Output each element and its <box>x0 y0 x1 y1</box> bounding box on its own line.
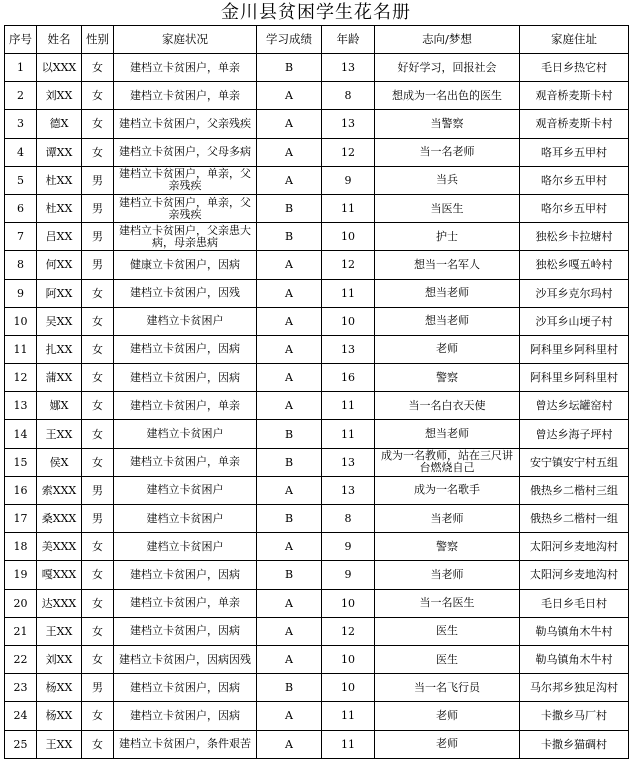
cell-gender: 女 <box>82 279 114 307</box>
cell-aspiration: 老师 <box>375 335 520 363</box>
cell-aspiration: 当一名老师 <box>375 138 520 166</box>
cell-gender: 女 <box>82 561 114 589</box>
cell-index: 4 <box>5 138 37 166</box>
cell-aspiration: 想当老师 <box>375 420 520 448</box>
table-row <box>5 448 629 476</box>
cell-gender: 女 <box>82 533 114 561</box>
cell-family-status: 建档立卡贫困户，父亲患大病，母亲患病 <box>114 223 257 251</box>
cell-grade: B <box>257 420 322 448</box>
cell-name: 谭XX <box>37 138 82 166</box>
cell-name: 扎XX <box>37 335 82 363</box>
cell-grade: B <box>257 194 322 222</box>
cell-family-status: 建档立卡贫困户，因病 <box>114 364 257 392</box>
cell-name: 美XXX <box>37 533 82 561</box>
table-row <box>5 364 629 392</box>
cell-family-status: 健康立卡贫困户，因病 <box>114 251 257 279</box>
cell-name: 王XX <box>37 730 82 758</box>
cell-age: 10 <box>322 307 375 335</box>
cell-index: 22 <box>5 645 37 673</box>
cell-address: 马尔邦乡独足沟村 <box>520 674 629 702</box>
header-family-status: 家庭状况 <box>114 26 257 54</box>
cell-grade: A <box>257 110 322 138</box>
cell-age: 11 <box>322 702 375 730</box>
cell-name: 侯X <box>37 448 82 476</box>
table-row <box>5 561 629 589</box>
cell-address: 独松乡嘎五岭村 <box>520 251 629 279</box>
cell-address: 曾达乡海子坪村 <box>520 420 629 448</box>
cell-name: 王XX <box>37 420 82 448</box>
cell-name: 蒲XX <box>37 364 82 392</box>
cell-index: 17 <box>5 505 37 533</box>
cell-index: 20 <box>5 589 37 617</box>
header-name: 姓名 <box>37 26 82 54</box>
cell-grade: A <box>257 82 322 110</box>
cell-index: 25 <box>5 730 37 758</box>
cell-grade: A <box>257 364 322 392</box>
cell-age: 16 <box>322 364 375 392</box>
cell-family-status: 建档立卡贫困户，因病因残 <box>114 645 257 673</box>
cell-age: 11 <box>322 392 375 420</box>
cell-index: 16 <box>5 476 37 504</box>
table-row <box>5 617 629 645</box>
cell-grade: A <box>257 307 322 335</box>
cell-age: 13 <box>322 54 375 82</box>
table-row <box>5 251 629 279</box>
cell-name: 桑XXX <box>37 505 82 533</box>
cell-age: 10 <box>322 645 375 673</box>
cell-address: 毛日乡热它村 <box>520 54 629 82</box>
cell-aspiration: 当老师 <box>375 561 520 589</box>
cell-family-status: 建档立卡贫困户，单亲，父亲残疾 <box>114 194 257 222</box>
cell-family-status: 建档立卡贫困户，父亲残疾 <box>114 110 257 138</box>
cell-index: 6 <box>5 194 37 222</box>
header-age: 年龄 <box>322 26 375 54</box>
cell-grade: B <box>257 674 322 702</box>
cell-aspiration: 想成为一名出色的医生 <box>375 82 520 110</box>
cell-address: 曾达乡坛罐窑村 <box>520 392 629 420</box>
cell-gender: 女 <box>82 448 114 476</box>
cell-aspiration: 老师 <box>375 730 520 758</box>
table-row <box>5 110 629 138</box>
cell-name: 以XXX <box>37 54 82 82</box>
cell-gender: 男 <box>82 505 114 533</box>
cell-gender: 女 <box>82 730 114 758</box>
cell-gender: 男 <box>82 194 114 222</box>
table-row <box>5 392 629 420</box>
cell-address: 独松乡卡拉塘村 <box>520 223 629 251</box>
cell-gender: 女 <box>82 589 114 617</box>
cell-family-status: 建档立卡贫困户，单亲 <box>114 82 257 110</box>
cell-grade: A <box>257 476 322 504</box>
table-row <box>5 730 629 758</box>
cell-aspiration: 好好学习，回报社会 <box>375 54 520 82</box>
cell-age: 12 <box>322 251 375 279</box>
cell-address: 观音桥麦斯卡村 <box>520 82 629 110</box>
cell-age: 9 <box>322 166 375 194</box>
cell-family-status: 建档立卡贫困户 <box>114 533 257 561</box>
cell-age: 8 <box>322 505 375 533</box>
cell-grade: A <box>257 645 322 673</box>
cell-family-status: 建档立卡贫困户，单亲，父亲残疾 <box>114 166 257 194</box>
cell-family-status: 建档立卡贫困户，单亲 <box>114 589 257 617</box>
cell-age: 11 <box>322 279 375 307</box>
cell-age: 10 <box>322 674 375 702</box>
roster-body <box>5 54 629 759</box>
header-address: 家庭住址 <box>520 26 629 54</box>
cell-name: 娜X <box>37 392 82 420</box>
cell-age: 12 <box>322 617 375 645</box>
cell-gender: 男 <box>82 674 114 702</box>
table-row <box>5 54 629 82</box>
cell-index: 8 <box>5 251 37 279</box>
cell-age: 11 <box>322 194 375 222</box>
cell-aspiration: 警察 <box>375 364 520 392</box>
cell-grade: A <box>257 279 322 307</box>
cell-address: 咯尔乡五甲村 <box>520 194 629 222</box>
cell-name: 达XXX <box>37 589 82 617</box>
cell-gender: 男 <box>82 476 114 504</box>
cell-grade: A <box>257 730 322 758</box>
table-row <box>5 702 629 730</box>
table-row <box>5 335 629 363</box>
cell-gender: 女 <box>82 82 114 110</box>
cell-grade: B <box>257 54 322 82</box>
cell-gender: 女 <box>82 392 114 420</box>
cell-family-status: 建档立卡贫困户 <box>114 307 257 335</box>
cell-address: 咯尔乡五甲村 <box>520 166 629 194</box>
cell-aspiration: 当医生 <box>375 194 520 222</box>
cell-aspiration: 想当一名军人 <box>375 251 520 279</box>
cell-grade: B <box>257 448 322 476</box>
table-row <box>5 82 629 110</box>
cell-aspiration: 成为一名教师，站在三尺讲台燃烧自己 <box>375 448 520 476</box>
cell-gender: 女 <box>82 335 114 363</box>
cell-name: 吴XX <box>37 307 82 335</box>
cell-gender: 男 <box>82 223 114 251</box>
cell-gender: 女 <box>82 138 114 166</box>
cell-grade: A <box>257 702 322 730</box>
cell-age: 12 <box>322 138 375 166</box>
table-row <box>5 223 629 251</box>
cell-name: 王XX <box>37 617 82 645</box>
header-gender: 性别 <box>82 26 114 54</box>
cell-index: 14 <box>5 420 37 448</box>
cell-index: 9 <box>5 279 37 307</box>
cell-gender: 女 <box>82 307 114 335</box>
cell-name: 杨XX <box>37 702 82 730</box>
cell-grade: A <box>257 392 322 420</box>
cell-age: 13 <box>322 476 375 504</box>
cell-family-status: 建档立卡贫困户，因病 <box>114 617 257 645</box>
cell-address: 俄热乡二楷村三组 <box>520 476 629 504</box>
table-row <box>5 420 629 448</box>
cell-index: 11 <box>5 335 37 363</box>
header-index: 序号 <box>5 26 37 54</box>
cell-name: 索XXX <box>37 476 82 504</box>
cell-index: 5 <box>5 166 37 194</box>
cell-name: 嘎XXX <box>37 561 82 589</box>
cell-family-status: 建档立卡贫困户，单亲 <box>114 392 257 420</box>
cell-index: 7 <box>5 223 37 251</box>
cell-grade: A <box>257 166 322 194</box>
cell-gender: 女 <box>82 617 114 645</box>
cell-grade: B <box>257 223 322 251</box>
cell-index: 12 <box>5 364 37 392</box>
cell-address: 咯耳乡五甲村 <box>520 138 629 166</box>
cell-name: 吕XX <box>37 223 82 251</box>
cell-address: 毛日乡毛日村 <box>520 589 629 617</box>
table-row <box>5 589 629 617</box>
cell-aspiration: 医生 <box>375 617 520 645</box>
cell-address: 太阳河乡麦地沟村 <box>520 561 629 589</box>
cell-gender: 男 <box>82 251 114 279</box>
cell-age: 9 <box>322 561 375 589</box>
cell-grade: B <box>257 561 322 589</box>
cell-address: 观音桥麦斯卡村 <box>520 110 629 138</box>
cell-aspiration: 当一名医生 <box>375 589 520 617</box>
cell-grade: A <box>257 617 322 645</box>
cell-age: 13 <box>322 110 375 138</box>
cell-aspiration: 当一名白衣天使 <box>375 392 520 420</box>
cell-aspiration: 护士 <box>375 223 520 251</box>
cell-age: 9 <box>322 533 375 561</box>
table-row <box>5 533 629 561</box>
cell-aspiration: 想当老师 <box>375 307 520 335</box>
document-title: 金川县贫困学生花名册 <box>221 2 411 23</box>
cell-name: 杨XX <box>37 674 82 702</box>
cell-gender: 男 <box>82 166 114 194</box>
table-row <box>5 645 629 673</box>
cell-family-status: 建档立卡贫困户，单亲 <box>114 448 257 476</box>
table-row <box>5 505 629 533</box>
cell-gender: 女 <box>82 702 114 730</box>
cell-family-status: 建档立卡贫困户 <box>114 476 257 504</box>
cell-age: 11 <box>322 730 375 758</box>
cell-index: 18 <box>5 533 37 561</box>
cell-grade: A <box>257 251 322 279</box>
header-aspiration: 志向/梦想 <box>375 26 520 54</box>
cell-name: 德X <box>37 110 82 138</box>
cell-family-status: 建档立卡贫困户，因病 <box>114 335 257 363</box>
cell-address: 太阳河乡麦地沟村 <box>520 533 629 561</box>
cell-age: 8 <box>322 82 375 110</box>
cell-age: 11 <box>322 420 375 448</box>
cell-name: 杜XX <box>37 194 82 222</box>
cell-address: 沙耳乡克尔玛村 <box>520 279 629 307</box>
cell-name: 刘XX <box>37 82 82 110</box>
cell-index: 19 <box>5 561 37 589</box>
table-row <box>5 166 629 194</box>
cell-name: 阿XX <box>37 279 82 307</box>
cell-name: 何XX <box>37 251 82 279</box>
cell-family-status: 建档立卡贫困户，因病 <box>114 674 257 702</box>
cell-name: 杜XX <box>37 166 82 194</box>
cell-address: 阿科里乡阿科里村 <box>520 335 629 363</box>
table-row <box>5 307 629 335</box>
cell-index: 1 <box>5 54 37 82</box>
cell-index: 3 <box>5 110 37 138</box>
cell-index: 10 <box>5 307 37 335</box>
cell-family-status: 建档立卡贫困户，因残 <box>114 279 257 307</box>
table-row <box>5 674 629 702</box>
cell-name: 刘XX <box>37 645 82 673</box>
cell-aspiration: 当兵 <box>375 166 520 194</box>
cell-aspiration: 当一名飞行员 <box>375 674 520 702</box>
cell-address: 阿科里乡阿科里村 <box>520 364 629 392</box>
cell-index: 13 <box>5 392 37 420</box>
student-roster-table <box>4 25 629 759</box>
cell-index: 21 <box>5 617 37 645</box>
cell-age: 10 <box>322 223 375 251</box>
cell-aspiration: 当老师 <box>375 505 520 533</box>
cell-gender: 女 <box>82 420 114 448</box>
header-row <box>5 26 629 54</box>
cell-aspiration: 成为一名歌手 <box>375 476 520 504</box>
cell-address: 勒乌镇角木牛村 <box>520 645 629 673</box>
cell-family-status: 建档立卡贫困户，因病 <box>114 702 257 730</box>
cell-family-status: 建档立卡贫困户 <box>114 420 257 448</box>
cell-address: 沙耳乡山埂子村 <box>520 307 629 335</box>
cell-gender: 女 <box>82 645 114 673</box>
cell-gender: 女 <box>82 110 114 138</box>
cell-family-status: 建档立卡贫困户，单亲 <box>114 54 257 82</box>
cell-grade: B <box>257 505 322 533</box>
cell-aspiration: 老师 <box>375 702 520 730</box>
header-grade: 学习成绩 <box>257 26 322 54</box>
cell-address: 卡撒乡马厂村 <box>520 702 629 730</box>
table-row <box>5 279 629 307</box>
cell-index: 24 <box>5 702 37 730</box>
cell-address: 卡撒乡猫碉村 <box>520 730 629 758</box>
cell-grade: A <box>257 589 322 617</box>
cell-grade: A <box>257 335 322 363</box>
table-row <box>5 194 629 222</box>
cell-index: 15 <box>5 448 37 476</box>
cell-index: 23 <box>5 674 37 702</box>
cell-family-status: 建档立卡贫困户 <box>114 505 257 533</box>
cell-family-status: 建档立卡贫困户，条件艰苦 <box>114 730 257 758</box>
cell-family-status: 建档立卡贫困户，父母多病 <box>114 138 257 166</box>
cell-address: 勒乌镇角木牛村 <box>520 617 629 645</box>
cell-address: 俄热乡二楷村一组 <box>520 505 629 533</box>
cell-address: 安宁镇安宁村五组 <box>520 448 629 476</box>
cell-gender: 女 <box>82 54 114 82</box>
cell-family-status: 建档立卡贫困户，因病 <box>114 561 257 589</box>
table-row <box>5 138 629 166</box>
cell-age: 13 <box>322 448 375 476</box>
cell-grade: A <box>257 138 322 166</box>
cell-aspiration: 警察 <box>375 533 520 561</box>
table-row <box>5 476 629 504</box>
cell-age: 10 <box>322 589 375 617</box>
cell-aspiration: 想当老师 <box>375 279 520 307</box>
cell-aspiration: 当警察 <box>375 110 520 138</box>
cell-grade: A <box>257 533 322 561</box>
cell-aspiration: 医生 <box>375 645 520 673</box>
cell-index: 2 <box>5 82 37 110</box>
cell-age: 13 <box>322 335 375 363</box>
cell-gender: 女 <box>82 364 114 392</box>
